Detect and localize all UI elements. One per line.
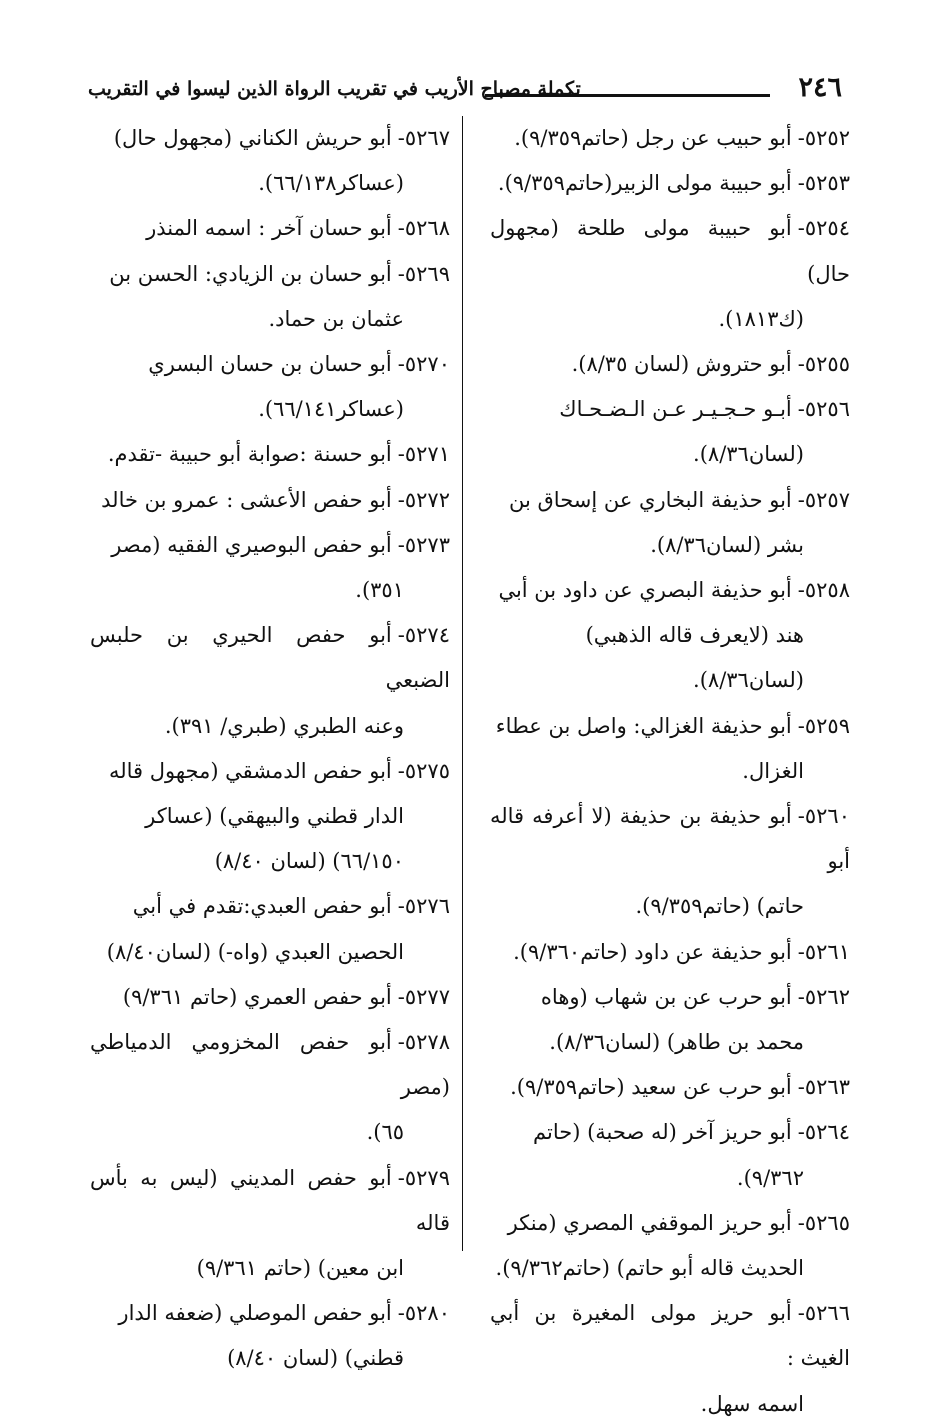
entry-text: أبو حرب عن بن شهاب (وهاه (540, 984, 792, 1009)
entry-text: أبو حتروش (لسان ٨/٣٥). (571, 352, 792, 377)
entry-number: ٥٢٧٦- (397, 894, 450, 919)
entry-number: ٥٢٦٢- (797, 984, 850, 1009)
entry-continuation: اسمه سهل. (700, 1391, 804, 1416)
entry-continuation: (لسان٨/٣٦). (693, 442, 804, 467)
entry-text: أبو حفص الأعشى : عمرو بن خالد (101, 487, 392, 512)
entry-number: ٥٢٥٣- (797, 171, 850, 196)
entry-continuation: قطني) (لسان ٨/٤٠) (227, 1346, 404, 1371)
entry-text: أبو حفص العمري (حاتم ٩/٣٦١) (122, 984, 392, 1009)
entry (490, 116, 850, 161)
entry (90, 116, 450, 206)
entry (490, 478, 850, 568)
entry-continuation: ابن معين) (حاتم ٩/٣٦١) (196, 1256, 404, 1281)
entry-text: أبو حسان بن الزيادي: الحسن بن (109, 261, 392, 286)
entry-number: ٥٢٥٦- (797, 397, 850, 422)
entry-continuation: حاتم) (حاتم٩/٣٥٩). (635, 894, 804, 919)
entry-continuation: ٣٥١). (355, 578, 404, 603)
entry (490, 794, 850, 930)
entry-number: ٥٢٥٩- (797, 713, 850, 738)
entry-text: أبو حريش الكناني (مجهول حال) (113, 126, 392, 150)
entry-text: أبو حبيبة مولى الزبير(حاتم٩/٣٥٩). (497, 171, 792, 196)
entry (490, 1110, 850, 1200)
page-number: ٢٤٦ (798, 72, 842, 103)
entry-text: أبو حريز الموقفي المصري (منكر (507, 1210, 792, 1235)
entry-text: أبو حذيفة البصري عن داود بن أبي (498, 578, 792, 603)
entry-number: ٥٢٧٩- (397, 1165, 450, 1190)
entry (90, 1020, 450, 1156)
column-divider (462, 116, 463, 1251)
entry (90, 884, 450, 974)
entry (90, 252, 450, 342)
entry-text: أبو حفص العبدي:تقدم في أبي (132, 894, 392, 919)
entry-text: أبو حذيفة البخاري عن إسحاق بن (509, 487, 792, 512)
entry-text: أبو حسنة :صوابة أبو حبيبة -تقدم. (107, 442, 392, 467)
left-column (90, 116, 450, 1382)
entry (90, 975, 450, 1020)
entry-continuation: بشر (لسان٨/٣٦). (650, 532, 804, 557)
entry (490, 1201, 850, 1291)
entry (490, 704, 850, 794)
entry (90, 1291, 450, 1381)
entry-continuation: (ك١٨١٣). (718, 306, 804, 331)
entry-continuation: هند (لايعرف قاله الذهبي) (لسان٨/٣٦). (585, 623, 804, 693)
entry-number: ٥٢٧١- (397, 442, 450, 467)
entry (490, 930, 850, 975)
entry-text: أبو حرب عن سعيد (حاتم٩/٣٥٩). (510, 1075, 792, 1100)
entry-continuation: ٩/٣٦٢). (736, 1165, 804, 1190)
entry-number: ٥٢٥٢- (797, 126, 850, 150)
entry (490, 342, 850, 387)
entry-number: ٥٢٧٧- (397, 984, 450, 1009)
entry (90, 478, 450, 523)
entry (90, 342, 450, 432)
entry (90, 613, 450, 749)
entry (490, 387, 850, 477)
entry-text: أبو حريز مولى المغيرة بن أبي الغيث : (490, 1301, 850, 1371)
entry-number: ٥٢٦٦- (797, 1301, 850, 1326)
entry-number: ٥٢٦٨- (397, 216, 450, 241)
entry-text: أبو حذيفة الغزالي: واصل بن عطاء (495, 713, 792, 738)
entry (490, 1291, 850, 1427)
entry-continuation: وعنه الطبري (طبري/ ٣٩١). (164, 713, 404, 738)
entry-continuation: (عساكر٦٦/١٣٨). (258, 171, 404, 196)
entry-text: أبو حبيبة مولى طلحة (مجهول حال) (490, 216, 850, 286)
entry-continuation: عثمان بن حماد. (268, 306, 404, 331)
entry (90, 749, 450, 885)
page-header (70, 62, 860, 102)
entry-number: ٥٢٧٥- (397, 758, 450, 783)
entry-number: ٥٢٧٣- (397, 532, 450, 557)
entry (90, 432, 450, 477)
entry-number: ٥٢٨٠- (397, 1301, 450, 1326)
entry-continuation: الدار قطني والبيهقي) (عساكر ٦٦/١٥٠) (لسان ٨/٤٠) (145, 804, 404, 874)
entry-number: ٥٢٥٨- (797, 578, 850, 603)
entry-text: أبو حذيفة بن حذيفة (لا أعرفه قاله أبو (490, 804, 850, 874)
entry (490, 975, 850, 1065)
entry-continuation: الحديث قاله أبو حاتم) (حاتم٩/٣٦٢). (495, 1256, 804, 1281)
entry-number: ٥٢٥٤- (797, 216, 850, 241)
entry (490, 568, 850, 704)
entry-text: أبو حسان بن حسان البسري (148, 352, 392, 377)
entry-continuation: ٦٥). (366, 1120, 404, 1145)
entry (490, 161, 850, 206)
entry-text: أبو حفص المخزومي الدمياطي (مصر (90, 1030, 450, 1100)
entry-number: ٥٢٦٣- (797, 1075, 850, 1100)
entry-text: أبو حذيفة عن داود (حاتم٩/٣٦٠). (513, 939, 792, 964)
entry (90, 523, 450, 613)
entry-number: ٥٢٧٤- (397, 623, 450, 648)
entry-number: ٥٢٧٨- (397, 1030, 450, 1055)
entry-text: أبو حبيب عن رجل (حاتم٩/٣٥٩). (514, 126, 792, 150)
entry-number: ٥٢٦٥- (797, 1210, 850, 1235)
entry-continuation: الحصين العبدي (واه-) (لسان٨/٤٠) (106, 939, 404, 964)
entry (490, 1065, 850, 1110)
entry-number: ٥٢٦٤- (797, 1120, 850, 1145)
entry (90, 206, 450, 251)
entry-number: ٥٢٧٠- (397, 352, 450, 377)
entry-number: ٥٢٧٢- (397, 487, 450, 512)
running-title: تكملة مصباح الأريب في تقريب الرواة الذين ليسوا في التقريب (88, 78, 581, 100)
entry-number: ٥٢٦١- (797, 939, 850, 964)
right-column (490, 116, 850, 1427)
entry-text: أبو حفص الحيري بن حلبس الضبعي (90, 623, 450, 693)
entry-number: ٥٢٥٧- (797, 487, 850, 512)
entry-continuation: الغزال. (742, 758, 804, 783)
entry-text: أبو حفص الموصلي (ضعفه الدار (118, 1301, 392, 1326)
entry-text: أبو حريز آخر (له صحبة) (حاتم (533, 1120, 792, 1145)
entry (490, 206, 850, 342)
entry-number: ٥٢٦٩- (397, 261, 450, 286)
entry (90, 1156, 450, 1292)
entry-text: أبو حفص الدمشقي (مجهول قاله (108, 758, 392, 783)
entry-text: أبو حفص البوصيري الفقيه (مصر (111, 532, 392, 557)
entry-number: ٥٢٦٠- (797, 804, 850, 829)
entry-continuation: (عساكر٦٦/١٤١). (258, 397, 404, 422)
entry-text: أبو حفص المديني (ليس به بأس قاله (90, 1165, 450, 1235)
entry-text: أبـو حـجـيـر عـن الـضـحـاك (559, 397, 792, 422)
entry-continuation: محمد بن طاهر) (لسان٨/٣٦). (549, 1030, 804, 1055)
entry-text: أبو حسان آخر : اسمه المنذر (146, 216, 392, 241)
entry-number: ٥٢٥٥- (797, 352, 850, 377)
entry-number: ٥٢٦٧- (397, 126, 450, 150)
